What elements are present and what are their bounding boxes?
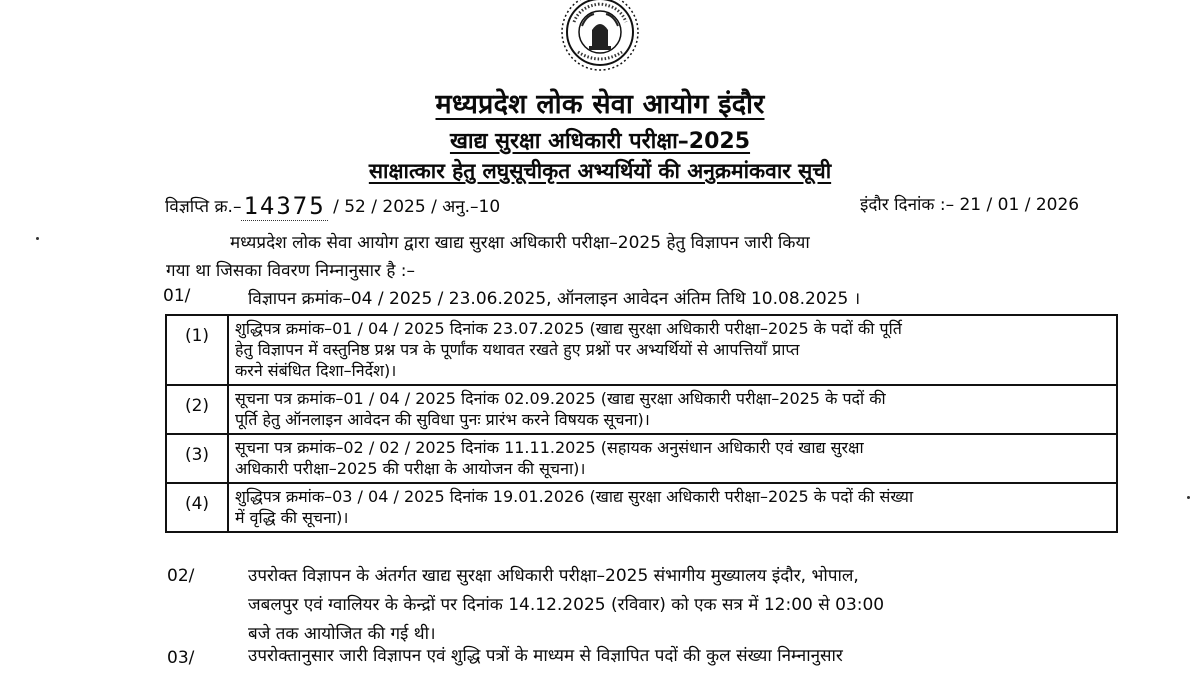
commission-name: मध्यप्रदेश लोक सेवा आयोग इंदौर <box>435 89 765 120</box>
row-number: (2) <box>166 385 228 434</box>
paragraph-line: जबलपुर एवं ग्वालियर के केन्द्रों पर दिनांक 14.12.2025 (रविवार) को एक सत्र में 12:00 से 03:00 <box>248 595 885 615</box>
row-description <box>228 385 1117 434</box>
paragraph-line: बजे तक आयोजित की गई थी। <box>248 624 436 644</box>
row-line: अधिकारी परीक्षा–2025 की परीक्षा के आयोजन की सूचना)। <box>235 459 586 478</box>
notice-reference <box>165 192 500 220</box>
row-line: पूर्ति हेतु ऑनलाइन आवेदन की सुविधा पुनः प्रारंभ करने विषयक सूचना)। <box>235 410 650 429</box>
row-number: (4) <box>166 483 228 532</box>
row-line: सूचना पत्र क्रमांक–02 / 02 / 2025 दिनांक 11.11.2025 (सहायक अनुसंधान अधिकारी एवं खाद्य सुरक्षा <box>235 438 864 457</box>
table-row <box>166 315 1117 385</box>
intro-line-1: मध्यप्रदेश लोक सेवा आयोग द्वारा खाद्य सुरक्षा अधिकारी परीक्षा–2025 हेतु विज्ञापन जारी किया <box>230 233 810 253</box>
row-number: (1) <box>166 315 228 385</box>
point-number: 03/ <box>167 648 195 668</box>
notices-table <box>165 314 1118 533</box>
table-row <box>166 434 1117 483</box>
point-number: 02/ <box>167 566 195 586</box>
row-description <box>228 434 1117 483</box>
row-line: करने संबंधित दिशा–निर्देश)। <box>235 361 397 380</box>
table-row <box>166 385 1117 434</box>
commission-seal-emblem <box>536 0 664 76</box>
scan-speck <box>1187 496 1190 499</box>
row-line: शुद्धिपत्र क्रमांक–03 / 04 / 2025 दिनांक 19.01.2026 (खाद्य सुरक्षा अधिकारी परीक्षा–2025 के पदों की संख्या <box>235 487 914 506</box>
table-row <box>166 483 1117 532</box>
row-line: में वृद्धि की सूचना)। <box>235 508 349 527</box>
row-line: हेतु विज्ञापन में वस्तुनिष्ठ प्रश्न पत्र के पूर्णांक यथावत रखते हुए प्रश्नों पर अभ्यर्थियों से आपत्तियाँ प्राप्त <box>235 340 800 359</box>
notice-date: इंदौर दिनांक :– 21 / 01 / 2026 <box>860 195 1080 215</box>
exam-title: खाद्य सुरक्षा अधिकारी परीक्षा–2025 <box>449 129 751 154</box>
intro-line-2: गया था जिसका विवरण निम्नानुसार है :– <box>166 261 415 281</box>
paragraph-line: उपरोक्त विज्ञापन के अंतर्गत खाद्य सुरक्षा अधिकारी परीक्षा–2025 संभागीय मुख्यालय इंदौर, भोपाल, <box>248 566 859 586</box>
row-line: सूचना पत्र क्रमांक–01 / 04 / 2025 दिनांक 02.09.2025 (खाद्य सुरक्षा अधिकारी परीक्षा–2025 के पदों की <box>235 389 886 408</box>
row-description <box>228 315 1117 385</box>
list-title: साक्षात्कार हेतु लघुसूचीकृत अभ्यर्थियों की अनुक्रमांकवार सूची <box>368 159 832 183</box>
handwritten-notice-number: 14375 <box>243 192 326 220</box>
point-text <box>248 562 884 649</box>
row-line: शुद्धिपत्र क्रमांक–01 / 04 / 2025 दिनांक 23.07.2025 (खाद्य सुरक्षा अधिकारी परीक्षा–2025 के पदों की पूर्ति <box>235 319 902 338</box>
reference-suffix: / 52 / 2025 / अनु.–10 <box>333 197 501 217</box>
row-description <box>228 483 1117 532</box>
row-number: (3) <box>166 434 228 483</box>
point-number: 01/ <box>163 286 191 306</box>
point-text: विज्ञापन क्रमांक–04 / 2025 / 23.06.2025, ऑनलाइन आवेदन अंतिम तिथि 10.08.2025 । <box>248 289 861 309</box>
scan-speck <box>36 237 39 240</box>
point-text: उपरोक्तानुसार जारी विज्ञापन एवं शुद्धि पत्रों के माध्यम से विज्ञापित पदों की कुल संख्या निम्नानुसार <box>248 646 843 666</box>
reference-prefix: विज्ञप्ति क्र.– <box>165 197 242 217</box>
